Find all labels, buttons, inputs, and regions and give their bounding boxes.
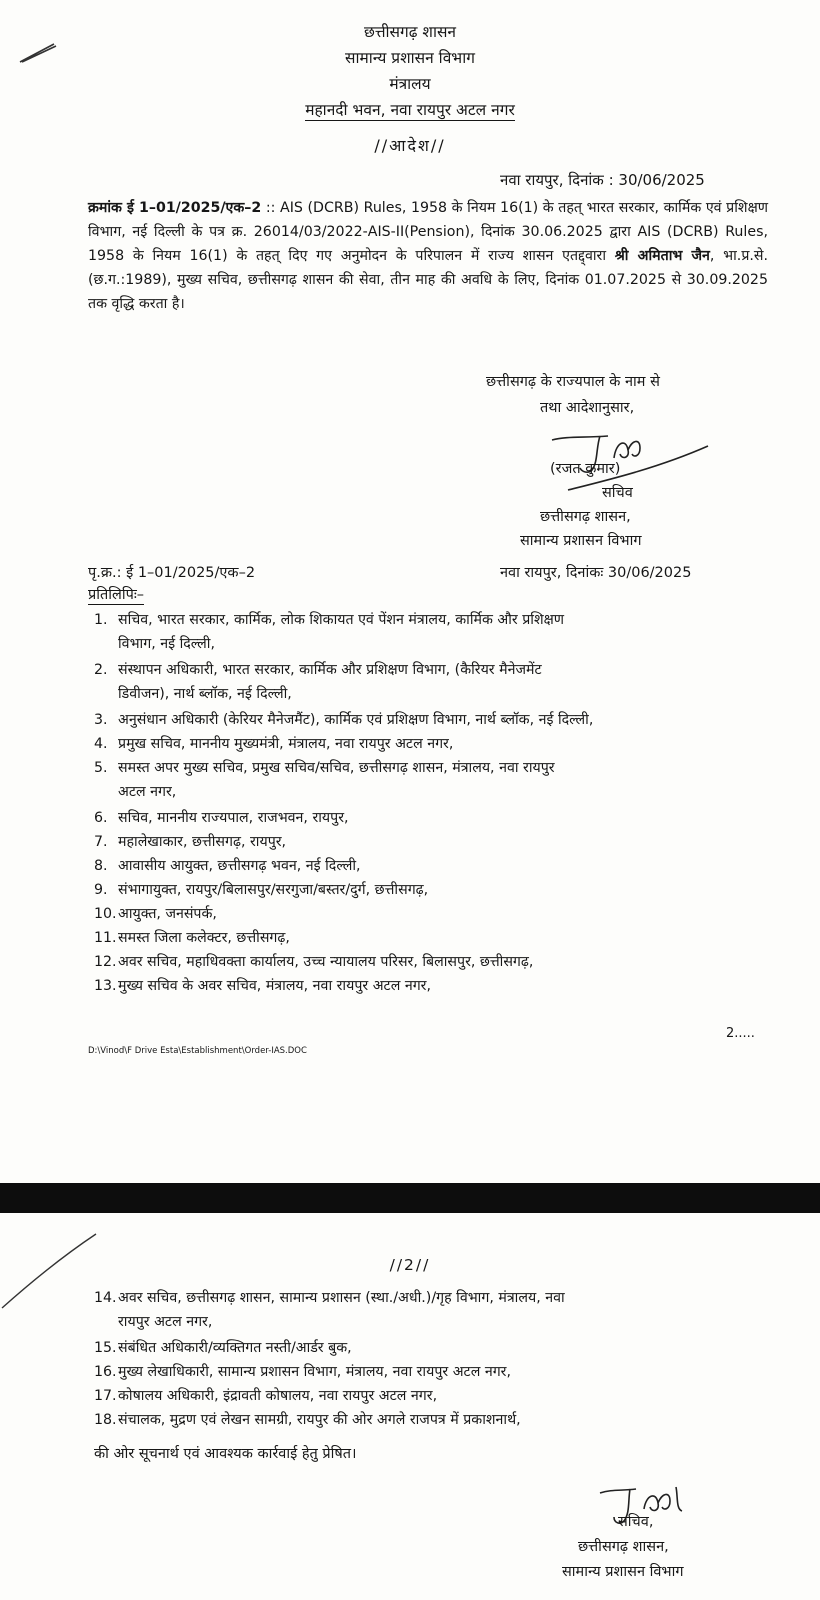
list-item-continuation: विभाग, नई दिल्ली, [118,636,215,652]
list-item: 4. प्रमुख सचिव, माननीय मुख्यमंत्री, मंत्रालय, नवा रायपुर अटल नगर, [94,736,454,752]
order-title: //आदेश// [374,136,446,155]
list-item-continuation: डिवीजन), नार्थ ब्लॉक, नई दिल्ली, [118,686,292,702]
list-item: 6. सचिव, माननीय राज्यपाल, राजभवन, रायपुर, [94,810,349,826]
document-page-2 [0,1213,820,1600]
list-item: 2. संस्थापन अधिकारी, भारत सरकार, कार्मिक और प्रशिक्षण विभाग, (कैरियर मैनेजमेंट [94,662,542,678]
closing-line: की ओर सूचनार्थ एवं आवश्यक कार्रवाई हेतु प्रेषित। [94,1446,357,1462]
page-number-marker: //2// [389,1256,431,1274]
list-item: 16.मुख्य लेखाधिकारी, सामान्य प्रशासन विभाग, मंत्रालय, नवा रायपुर अटल नगर, [94,1364,511,1380]
order-body [88,196,768,316]
officer-name: श्री अमिताभ जैन [614,248,710,264]
file-path-footer: D:\Vinod\F Drive Esta\Establishment\Order-IAS.DOC [88,1046,307,1056]
order-text-part1: :: AIS (DCRB) Rules, 1958 के नियम 16(1) के तहत् भारत सरकार, कार्मिक एवं प्रशिक्षण विभाग, नई दिल्ली के पत्र क्र. 26014/03/2022-AIS-II(Pension), दिनांक 30.06.2025 द्वारा AIS (DCRB) Rules, 1958 के नियम 16(1) के तहत् दिए गए अनुमोदन के परिपालन में राज्य शासन एतद्द्वारा [88,200,768,264]
list-item: 9. संभागायुक्त, रायपुर/बिलासपुर/सरगुजा/बस्तर/दुर्ग, छत्तीसगढ़, [94,882,429,898]
signatory-name: (रजत कुमार) [550,461,621,477]
page2-signatory-designation: सचिव, [618,1514,654,1530]
authority-line-1: छत्तीसगढ़ के राज्यपाल के नाम से [486,374,660,390]
list-item: 18.संचालक, मुद्रण एवं लेखन सामग्री, रायपुर की ओर अगले राजपत्र में प्रकाशनार्थ, [94,1412,521,1428]
list-item: 8. आवासीय आयुक्त, छत्तीसगढ़ भवन, नई दिल्ली, [94,858,361,874]
list-item: 5. समस्त अपर मुख्य सचिव, प्रमुख सचिव/सचिव, छत्तीसगढ़ शासन, मंत्रालय, नवा रायपुर [94,760,555,776]
page2-signatory-office-2: सामान्य प्रशासन विभाग [562,1564,684,1580]
order-ref-number: क्रमांक ई 1–01/2025/एक–2 [88,200,262,216]
endorsement-ref-number: पृ.क्र.: ई 1–01/2025/एक–2 [88,565,256,581]
authority-line-2: तथा आदेशानुसार, [540,400,635,416]
order-place-date: नवा रायपुर, दिनांक : 30/06/2025 [500,171,705,189]
page2-signatory-office-1: छत्तीसगढ़ शासन, [578,1539,669,1555]
copy-list-page-1 [94,610,774,1010]
list-item: 15.संबंधित अधिकारी/व्यक्तिगत नस्ती/आर्डर बुक, [94,1340,352,1356]
continued-page-marker: 2..... [726,1026,755,1041]
header-address-text: महानदी भवन, नवा रायपुर अटल नगर [305,101,515,119]
list-item: 10.आयुक्त, जनसंपर्क, [94,906,217,922]
endorsement-place-date: नवा रायपुर, दिनांकः 30/06/2025 [500,565,692,581]
header-address [0,98,820,120]
header-state-government: छत्तीसगढ़ शासन [363,23,457,41]
list-item: 3. अनुसंधान अधिकारी (केरियर मैनेजमैंट), कार्मिक एवं प्रशिक्षण विभाग, नार्थ ब्लॉक, नई दिल्ली, [94,712,594,728]
signatory-office-2: सामान्य प्रशासन विभाग [520,533,642,549]
list-item: 1. सचिव, भारत सरकार, कार्मिक, लोक शिकायत एवं पेंशन मंत्रालय, कार्मिक और प्रशिक्षण [94,612,565,628]
list-item: 17.कोषालय अधिकारी, इंद्रावती कोषालय, नवा रायपुर अटल नगर, [94,1388,438,1404]
header-department: सामान्य प्रशासन विभाग [345,49,475,67]
order-text-part2: , भा.प्र.से.(छ.ग.:1989), मुख्य सचिव, छत्तीसगढ़ शासन की सेवा, तीन माह की अवधि के लिए, दिनांक 01.07.2025 से 30.09.2025 तक वृद्धि करता है। [88,248,769,312]
list-item-continuation: अटल नगर, [118,784,177,800]
list-item: 14.अवर सचिव, छत्तीसगढ़ शासन, सामान्य प्रशासन (स्था./अधी.)/गृह विभाग, मंत्रालय, नवा [94,1290,565,1306]
header-ministry: मंत्रालय [389,75,431,93]
copy-to-label: प्रतिलिपिः– [88,584,144,605]
list-item: 13.मुख्य सचिव के अवर सचिव, मंत्रालय, नवा रायपुर अटल नगर, [94,978,431,994]
list-item: 12.अवर सचिव, महाधिवक्ता कार्यालय, उच्च न्यायालय परिसर, बिलासपुर, छत्तीसगढ़, [94,954,534,970]
list-item-continuation: रायपुर अटल नगर, [118,1314,213,1330]
signatory-designation: सचिव [602,485,633,501]
signatory-office-1: छत्तीसगढ़ शासन, [540,509,631,525]
page-separator [0,1183,820,1213]
list-item: 11.समस्त जिला कलेक्टर, छत्तीसगढ़, [94,930,290,946]
list-item: 7. महालेखाकार, छत्तीसगढ़, रायपुर, [94,834,287,850]
